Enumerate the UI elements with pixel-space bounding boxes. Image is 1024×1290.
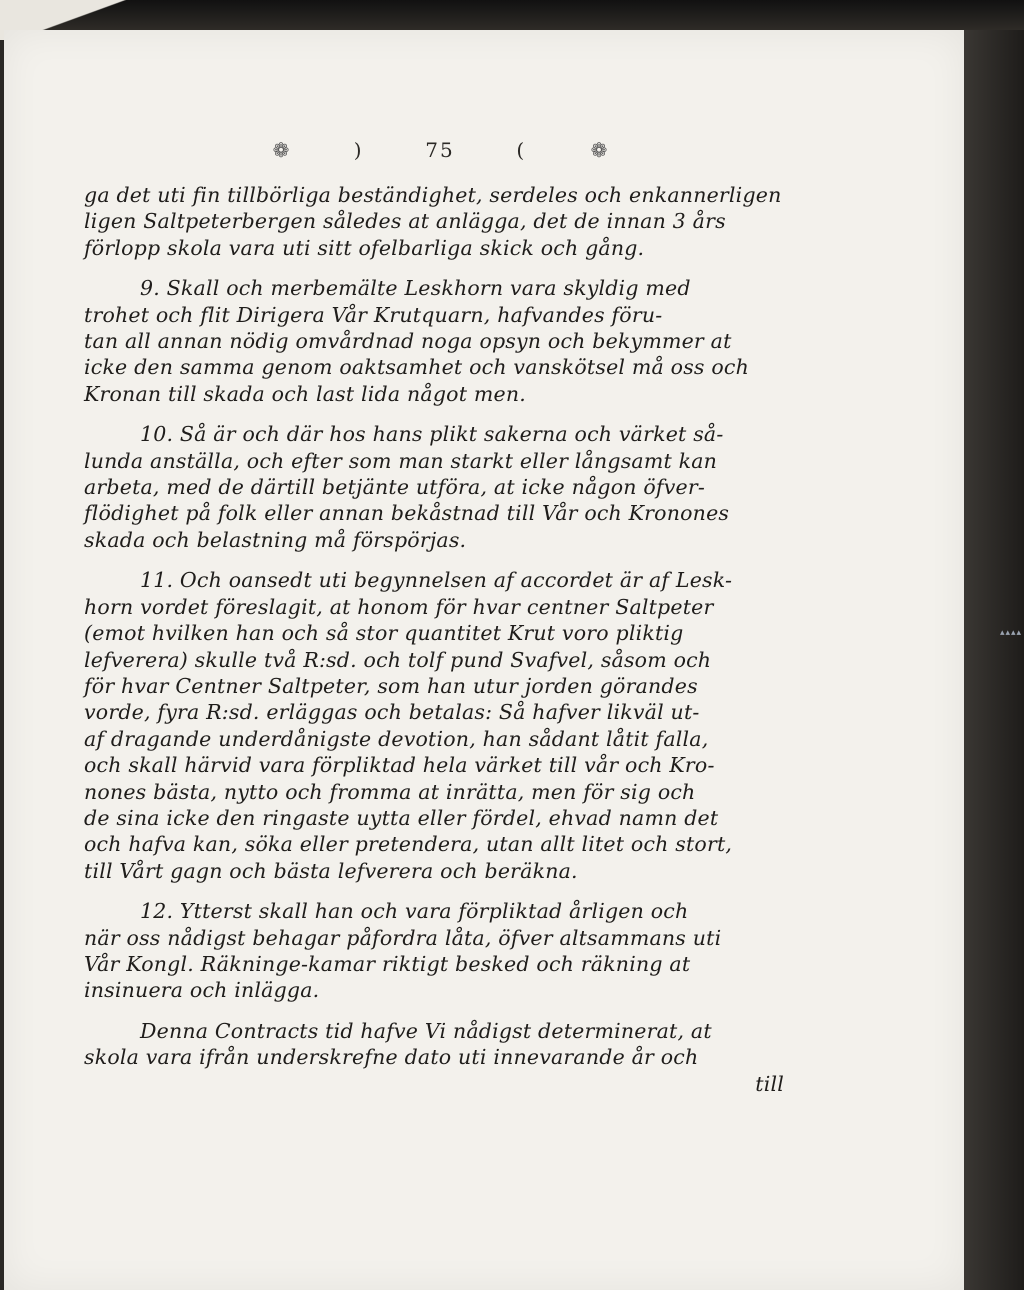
text-line: de sina icke den ringaste uytta eller fördel, ehvad namn det <box>84 805 719 830</box>
text-line: tan all annan nödig omvårdnad noga opsyn och bekymmer at <box>84 329 732 354</box>
text-line: ga det uti fin tillbörliga beständighet, serdeles och enkannerligen <box>84 183 782 207</box>
text-line: nones bästa, nytto och fromma at inrätta, men för sig och <box>84 779 696 804</box>
text-line: för hvar Centner Saltpeter, som han utur jorden görandes <box>84 673 698 698</box>
text-line: Kronan till skada och last lida något men. <box>84 381 526 406</box>
paragraph-11 <box>84 567 784 884</box>
text-line: lefverera) skulle två R:sd. och tolf pund Svafvel, såsom och <box>84 647 712 672</box>
flower-ornament-icon: ❁ <box>590 138 608 162</box>
scan-margin-mark: ▴▴▴▴ <box>1000 628 1023 638</box>
text-line: vorde, fyra R:sd. erläggas och betalas: Så hafver likväl ut- <box>84 700 700 725</box>
text-line: insinuera och inlägga. <box>84 978 320 1003</box>
header-paren-left: ) <box>353 138 364 162</box>
text-line: arbeta, med de därtill betjänte utföra, at icke någon öfver- <box>84 475 705 500</box>
body-text <box>84 182 784 1097</box>
text-line: till Vårt gagn och bästa lefverera och beräkna. <box>84 858 578 883</box>
paragraph-9 <box>84 275 784 407</box>
text-line: Vår Kongl. Räkninge-kamar riktigt besked och räkning at <box>84 951 691 976</box>
text-line: 10. Så är och där hos hans plikt sakerna och värket så- <box>140 422 724 447</box>
text-line: när oss nådigst behagar påfordra låta, öfver altsammans uti <box>84 925 722 950</box>
header-paren-right: ( <box>516 138 527 162</box>
text-line: 9. Skall och merbemälte Leskhorn vara skyldig med <box>140 276 691 301</box>
text-line: och hafva kan, söka eller pretendera, utan allt litet och stort, <box>84 832 733 857</box>
paragraph-12 <box>84 898 784 1004</box>
text-line: flödighet på folk eller annan bekåstnad till Vår och Kronones <box>84 501 730 526</box>
text-line: och skall härvid vara förpliktad hela värket till vår och Kro- <box>84 753 715 778</box>
page-header <box>270 130 610 170</box>
text-line: horn vordet föreslagit, at honom för hvar centner Saltpeter <box>84 594 714 619</box>
text-line: lunda anställa, och efter som man starkt eller långsamt kan <box>84 448 718 473</box>
catchword: till <box>755 1071 784 1096</box>
text-line: Denna Contracts tid hafve Vi nådigst determinerat, at <box>140 1018 712 1043</box>
flower-ornament-icon: ❁ <box>272 138 290 162</box>
scan-top-strip <box>0 0 1024 30</box>
page-number: 75 <box>425 138 455 162</box>
text-line: förlopp skola vara uti sitt ofelbarliga skick och gång. <box>84 235 645 260</box>
text-line: icke den samma genom oaktsamhet och vanskötsel må oss och <box>84 355 749 380</box>
text-line: trohet och flit Dirigera Vår Krutquarn, hafvandes föru- <box>84 302 663 327</box>
page-edge <box>964 30 1024 1290</box>
text-line: skada och belastning må förspörjas. <box>84 527 467 552</box>
text-line: 11. Och oansedt uti begynnelsen af accordet är af Lesk- <box>140 568 733 593</box>
text-line: 12. Ytterst skall han och vara förpliktad årligen och <box>140 899 689 924</box>
text-line: ligen Saltpeterbergen således at anlägga, det de innan 3 års <box>84 209 726 234</box>
paragraph-continuation <box>84 182 784 261</box>
text-line: (emot hvilken han och så stor quantitet Krut voro pliktig <box>84 621 684 646</box>
paragraph-contract-period <box>84 1018 784 1071</box>
text-line: af dragande underdånigste devotion, han sådant låtit falla, <box>84 726 709 751</box>
paragraph-10 <box>84 421 784 553</box>
text-line: skola vara ifrån underskrefne dato uti innevarande år och <box>84 1045 699 1070</box>
